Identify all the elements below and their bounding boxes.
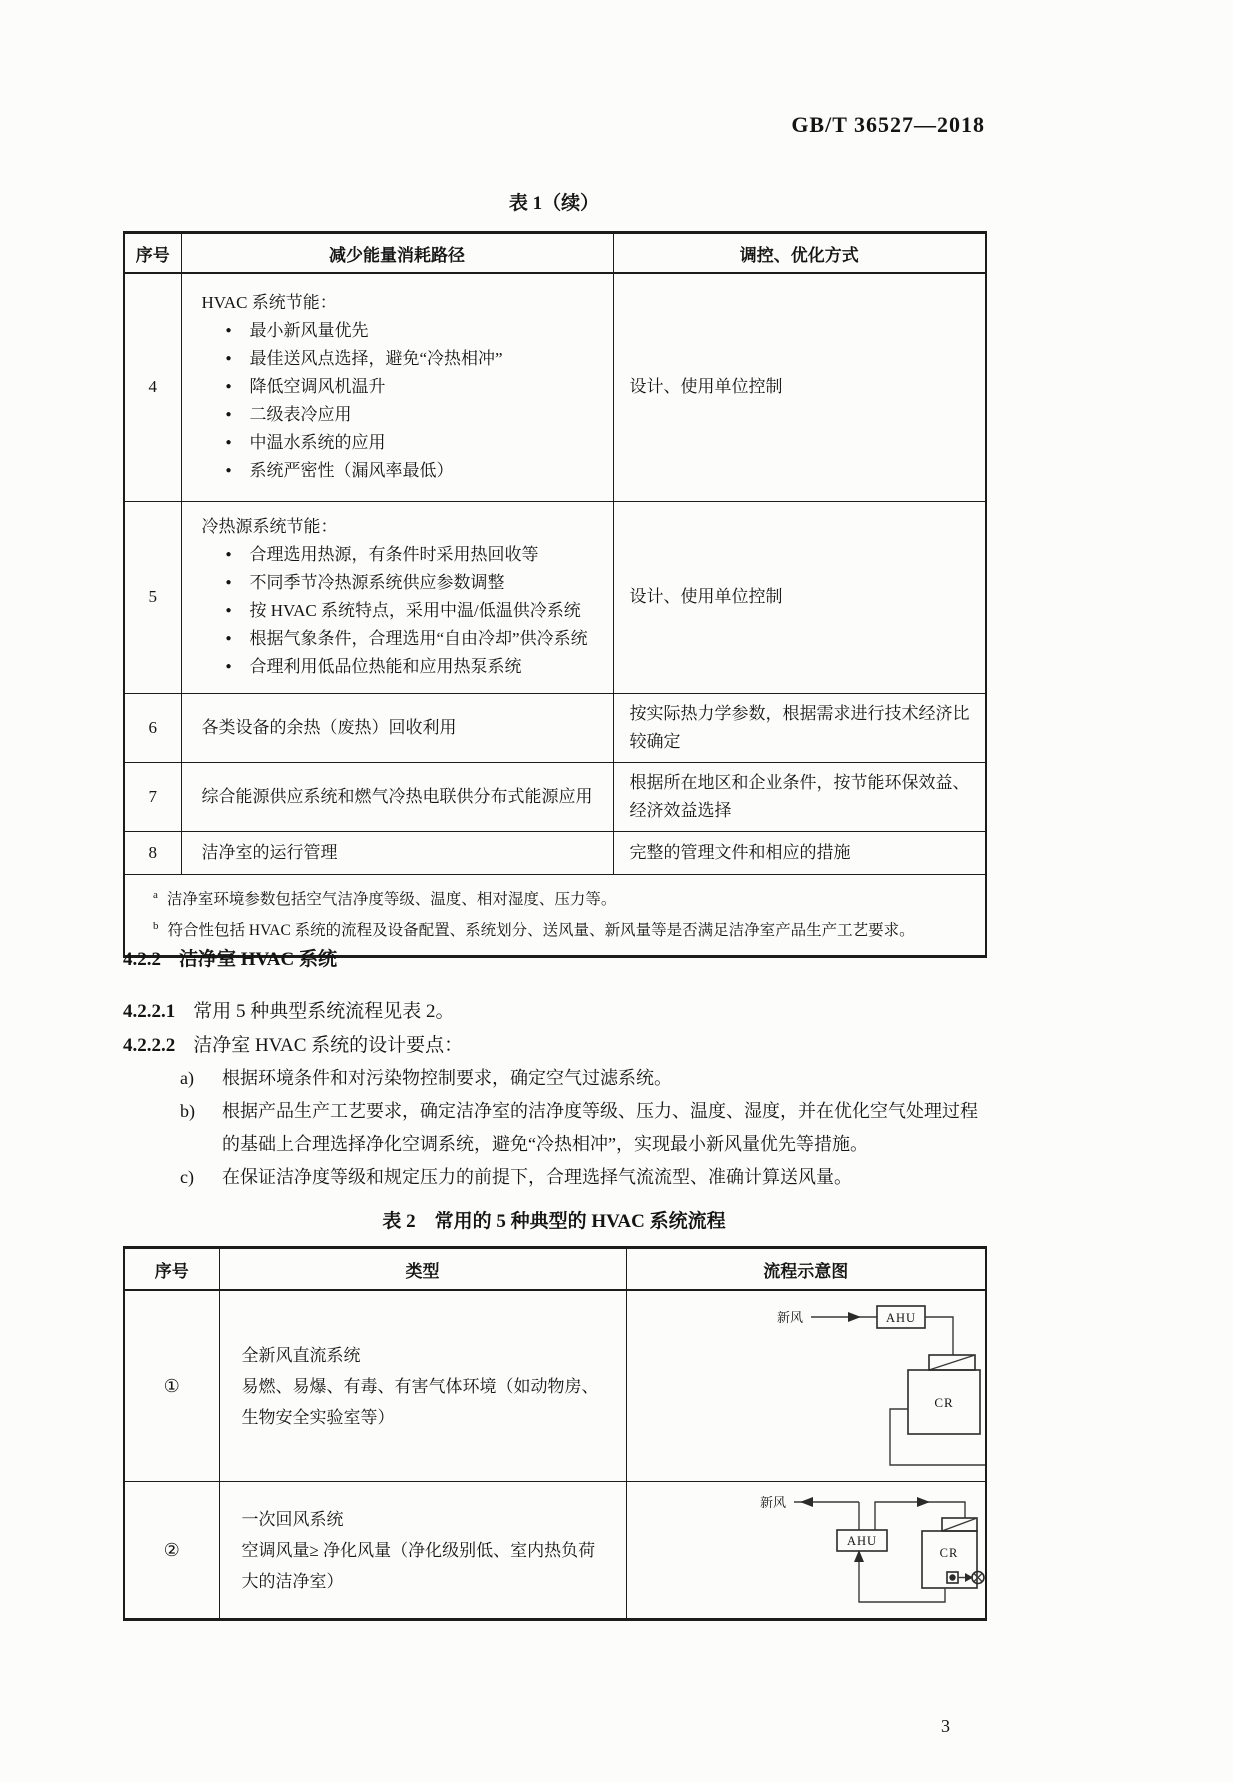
- row-path-cell: [181, 273, 613, 501]
- footnote-text: 符合性包括 HVAC 系统的流程及设备配置、系统划分、送风量、新风量等是否满足洁净室产品生产工艺要求。: [167, 921, 915, 939]
- table2-header-row: [124, 1248, 986, 1291]
- row-serial: 4: [124, 273, 181, 501]
- row-control-cell: 按实际热力学参数，根据需求进行技术经济比较确定: [613, 693, 986, 762]
- table-2: [123, 1246, 987, 1621]
- bullet-text: 合理选用热源，有条件时采用热回收等: [249, 545, 539, 564]
- item-text: 根据环境条件和对污染物控制要求，确定空气过滤系统。: [222, 1068, 672, 1088]
- flow-diagram-cell: [626, 1482, 986, 1620]
- list-item: [226, 317, 603, 345]
- supply-duct-line: [875, 1502, 965, 1530]
- table-row: [124, 693, 986, 762]
- bullet-text: 降低空调风机温升: [249, 377, 386, 397]
- table2-header-type: 类型: [219, 1248, 626, 1291]
- list-item: [226, 625, 603, 653]
- row-control-cell: 根据所在地区和企业条件，按节能环保效益、经济效益选择: [613, 762, 986, 831]
- table-row: [124, 1290, 986, 1482]
- design-point-a: [180, 1062, 986, 1095]
- bullet-icon: ●: [225, 409, 232, 421]
- bullet-text: 二级表冷应用: [249, 405, 352, 425]
- row-serial: ①: [124, 1290, 219, 1482]
- list-item: [226, 569, 603, 597]
- system-type-title: 全新风直流系统: [241, 1345, 361, 1365]
- table1-header-no: 序号: [124, 233, 181, 274]
- flow-arrow-icon: [854, 1550, 864, 1562]
- row-serial: 8: [124, 831, 181, 874]
- bullet-text: 系统严密性（漏风率最低）: [249, 461, 454, 481]
- cleanroom-label: CR: [933, 1395, 954, 1410]
- list-item: [226, 429, 603, 457]
- table-row: [124, 1482, 986, 1620]
- row-serial: 6: [124, 693, 181, 762]
- table-row: [124, 762, 986, 831]
- table-row: [124, 273, 986, 501]
- bullet-text: 根据气象条件，合理选用“自由冷却”供冷系统: [249, 629, 588, 648]
- item-marker: c): [180, 1167, 194, 1187]
- flow-diagram-primary-return-air: [627, 1482, 987, 1618]
- system-type-cell: [219, 1482, 626, 1620]
- footnote-b: [153, 913, 969, 944]
- fresh-air-label: 新风: [759, 1495, 786, 1510]
- row-path-cell: [181, 501, 613, 693]
- footnote-marker: a: [153, 888, 158, 901]
- row-control-cell: 设计、使用单位控制: [613, 273, 986, 501]
- fresh-air-label: 新风: [776, 1310, 803, 1325]
- clause-text: 洁净室 HVAC 系统的设计要点：: [193, 1035, 464, 1056]
- bullet-icon: ●: [225, 325, 232, 337]
- bullet-text: 最佳送风点选择，避免“冷热相冲”: [249, 349, 503, 369]
- hepa-filter-diagonal: [942, 1518, 977, 1531]
- table-row: [124, 831, 986, 874]
- item-marker: b): [180, 1101, 195, 1121]
- bullet-text: 按 HVAC 系统特点，采用中温/低温供冷系统: [249, 601, 581, 620]
- footnote-marker: b: [153, 919, 159, 932]
- list-item: [226, 541, 603, 569]
- item-text: 在保证洁净度等级和规定压力的前提下，合理选择气流流型、准确计算送风量。: [222, 1167, 852, 1187]
- table2-container: [123, 1246, 987, 1621]
- design-point-c: [180, 1161, 986, 1194]
- path-title: 冷热源系统节能：: [201, 517, 338, 536]
- hepa-filter-diagonal: [929, 1355, 975, 1370]
- table1-header-control: 调控、优化方式: [613, 233, 986, 274]
- clause-number: 4.2.2.2: [123, 1035, 176, 1056]
- bullet-text: 中温水系统的应用: [249, 433, 386, 453]
- fan-symbol-cross: [974, 1574, 982, 1582]
- system-type-title: 一次回风系统: [241, 1509, 344, 1529]
- page-number: 3: [941, 1716, 950, 1736]
- bullet-icon: ●: [225, 465, 232, 477]
- clause-4-2-2-2: [123, 1030, 463, 1057]
- clause-number: 4.2.2: [123, 949, 161, 970]
- bullet-icon: ●: [225, 437, 232, 449]
- list-item: [226, 653, 603, 681]
- system-type-cell: [219, 1290, 626, 1482]
- bullet-icon: ●: [225, 353, 232, 365]
- ahu-label: AHU: [885, 1311, 916, 1325]
- table-row: [124, 501, 986, 693]
- clause-4-2-2-1: [123, 996, 455, 1023]
- bullet-icon: ●: [225, 577, 232, 588]
- clause-text: 常用 5 种典型系统流程见表 2。: [193, 1001, 455, 1022]
- standard-number-header: GB/T 36527—2018: [791, 112, 985, 137]
- flow-arrow-icon: [848, 1312, 861, 1322]
- item-text: 根据产品生产工艺要求，确定洁净室的洁净度等级、压力、温度、湿度，并在优化空气处理过程的基础上合理选择净化空调系统，避免“冷热相冲”，实现最小新风量优先等措施。: [222, 1101, 978, 1154]
- flow-arrow-icon: [800, 1497, 813, 1507]
- bullet-icon: ●: [225, 605, 232, 616]
- flow-arrow-icon: [917, 1497, 930, 1507]
- row-path-cell: 各类设备的余热（废热）回收利用: [181, 693, 613, 762]
- bullet-icon: ●: [225, 549, 232, 560]
- row-path-cell: 洁净室的运行管理: [181, 831, 613, 874]
- clause-number: 4.2.2.1: [123, 1001, 176, 1022]
- return-duct-line: [859, 1551, 945, 1602]
- ahu-label: AHU: [846, 1534, 877, 1548]
- bullet-text: 不同季节冷热源系统供应参数调整: [249, 573, 505, 592]
- clause-4-2-2: [123, 944, 337, 971]
- clause-title: 洁净室 HVAC 系统: [179, 949, 337, 970]
- list-item: [226, 597, 603, 625]
- design-point-b: [180, 1095, 986, 1161]
- table-1: [123, 231, 987, 958]
- damper-dot: [949, 1574, 955, 1580]
- row-serial: ②: [124, 1482, 219, 1620]
- table1-header-path: 减少能量消耗路径: [181, 233, 613, 274]
- item-marker: a): [180, 1068, 194, 1088]
- exhaust-duct-line: [890, 1409, 985, 1465]
- row-serial: 7: [124, 762, 181, 831]
- row-control-cell: 设计、使用单位控制: [613, 501, 986, 693]
- cleanroom-label: CR: [939, 1546, 958, 1560]
- table2-header-no: 序号: [124, 1248, 219, 1291]
- flow-diagram-full-fresh-air: [627, 1291, 987, 1481]
- bullet-text: 合理利用低品位热能和应用热泵系统: [249, 657, 522, 676]
- row-serial: 5: [124, 501, 181, 693]
- flow-diagram-cell: [626, 1290, 986, 1482]
- bullet-icon: ●: [225, 381, 232, 393]
- row-path-cell: 综合能源供应系统和燃气冷热电联供分布式能源应用: [181, 762, 613, 831]
- list-item: [226, 345, 603, 373]
- list-item: [226, 401, 603, 429]
- list-item: [226, 457, 603, 485]
- path-title: HVAC 系统节能：: [201, 293, 337, 313]
- list-item: [226, 373, 603, 401]
- system-type-desc: 易燃、易爆、有毒、有害气体环境（如动物房、生物安全实验室等）: [241, 1376, 599, 1427]
- table1-container: [123, 231, 987, 958]
- table2-header-diagram: 流程示意图: [626, 1248, 986, 1291]
- table2-caption: 表 2 常用的 5 种典型的 HVAC 系统流程: [382, 1211, 726, 1232]
- footnote-text: 洁净室环境参数包括空气洁净度等级、温度、相对湿度、压力等。: [166, 890, 617, 908]
- table1-header-row: [124, 233, 986, 274]
- bullet-text: 最小新风量优先: [249, 321, 369, 341]
- bullet-icon: ●: [225, 661, 232, 672]
- row-control-cell: 完整的管理文件和相应的措施: [613, 831, 986, 874]
- system-type-desc: 空调风量≥ 净化风量（净化级别低、室内热负荷大的洁净室）: [241, 1540, 596, 1591]
- bullet-icon: ●: [225, 633, 232, 644]
- footnote-a: [153, 882, 969, 913]
- table1-caption: 表 1（续）: [508, 193, 600, 214]
- supply-duct-line: [925, 1317, 953, 1355]
